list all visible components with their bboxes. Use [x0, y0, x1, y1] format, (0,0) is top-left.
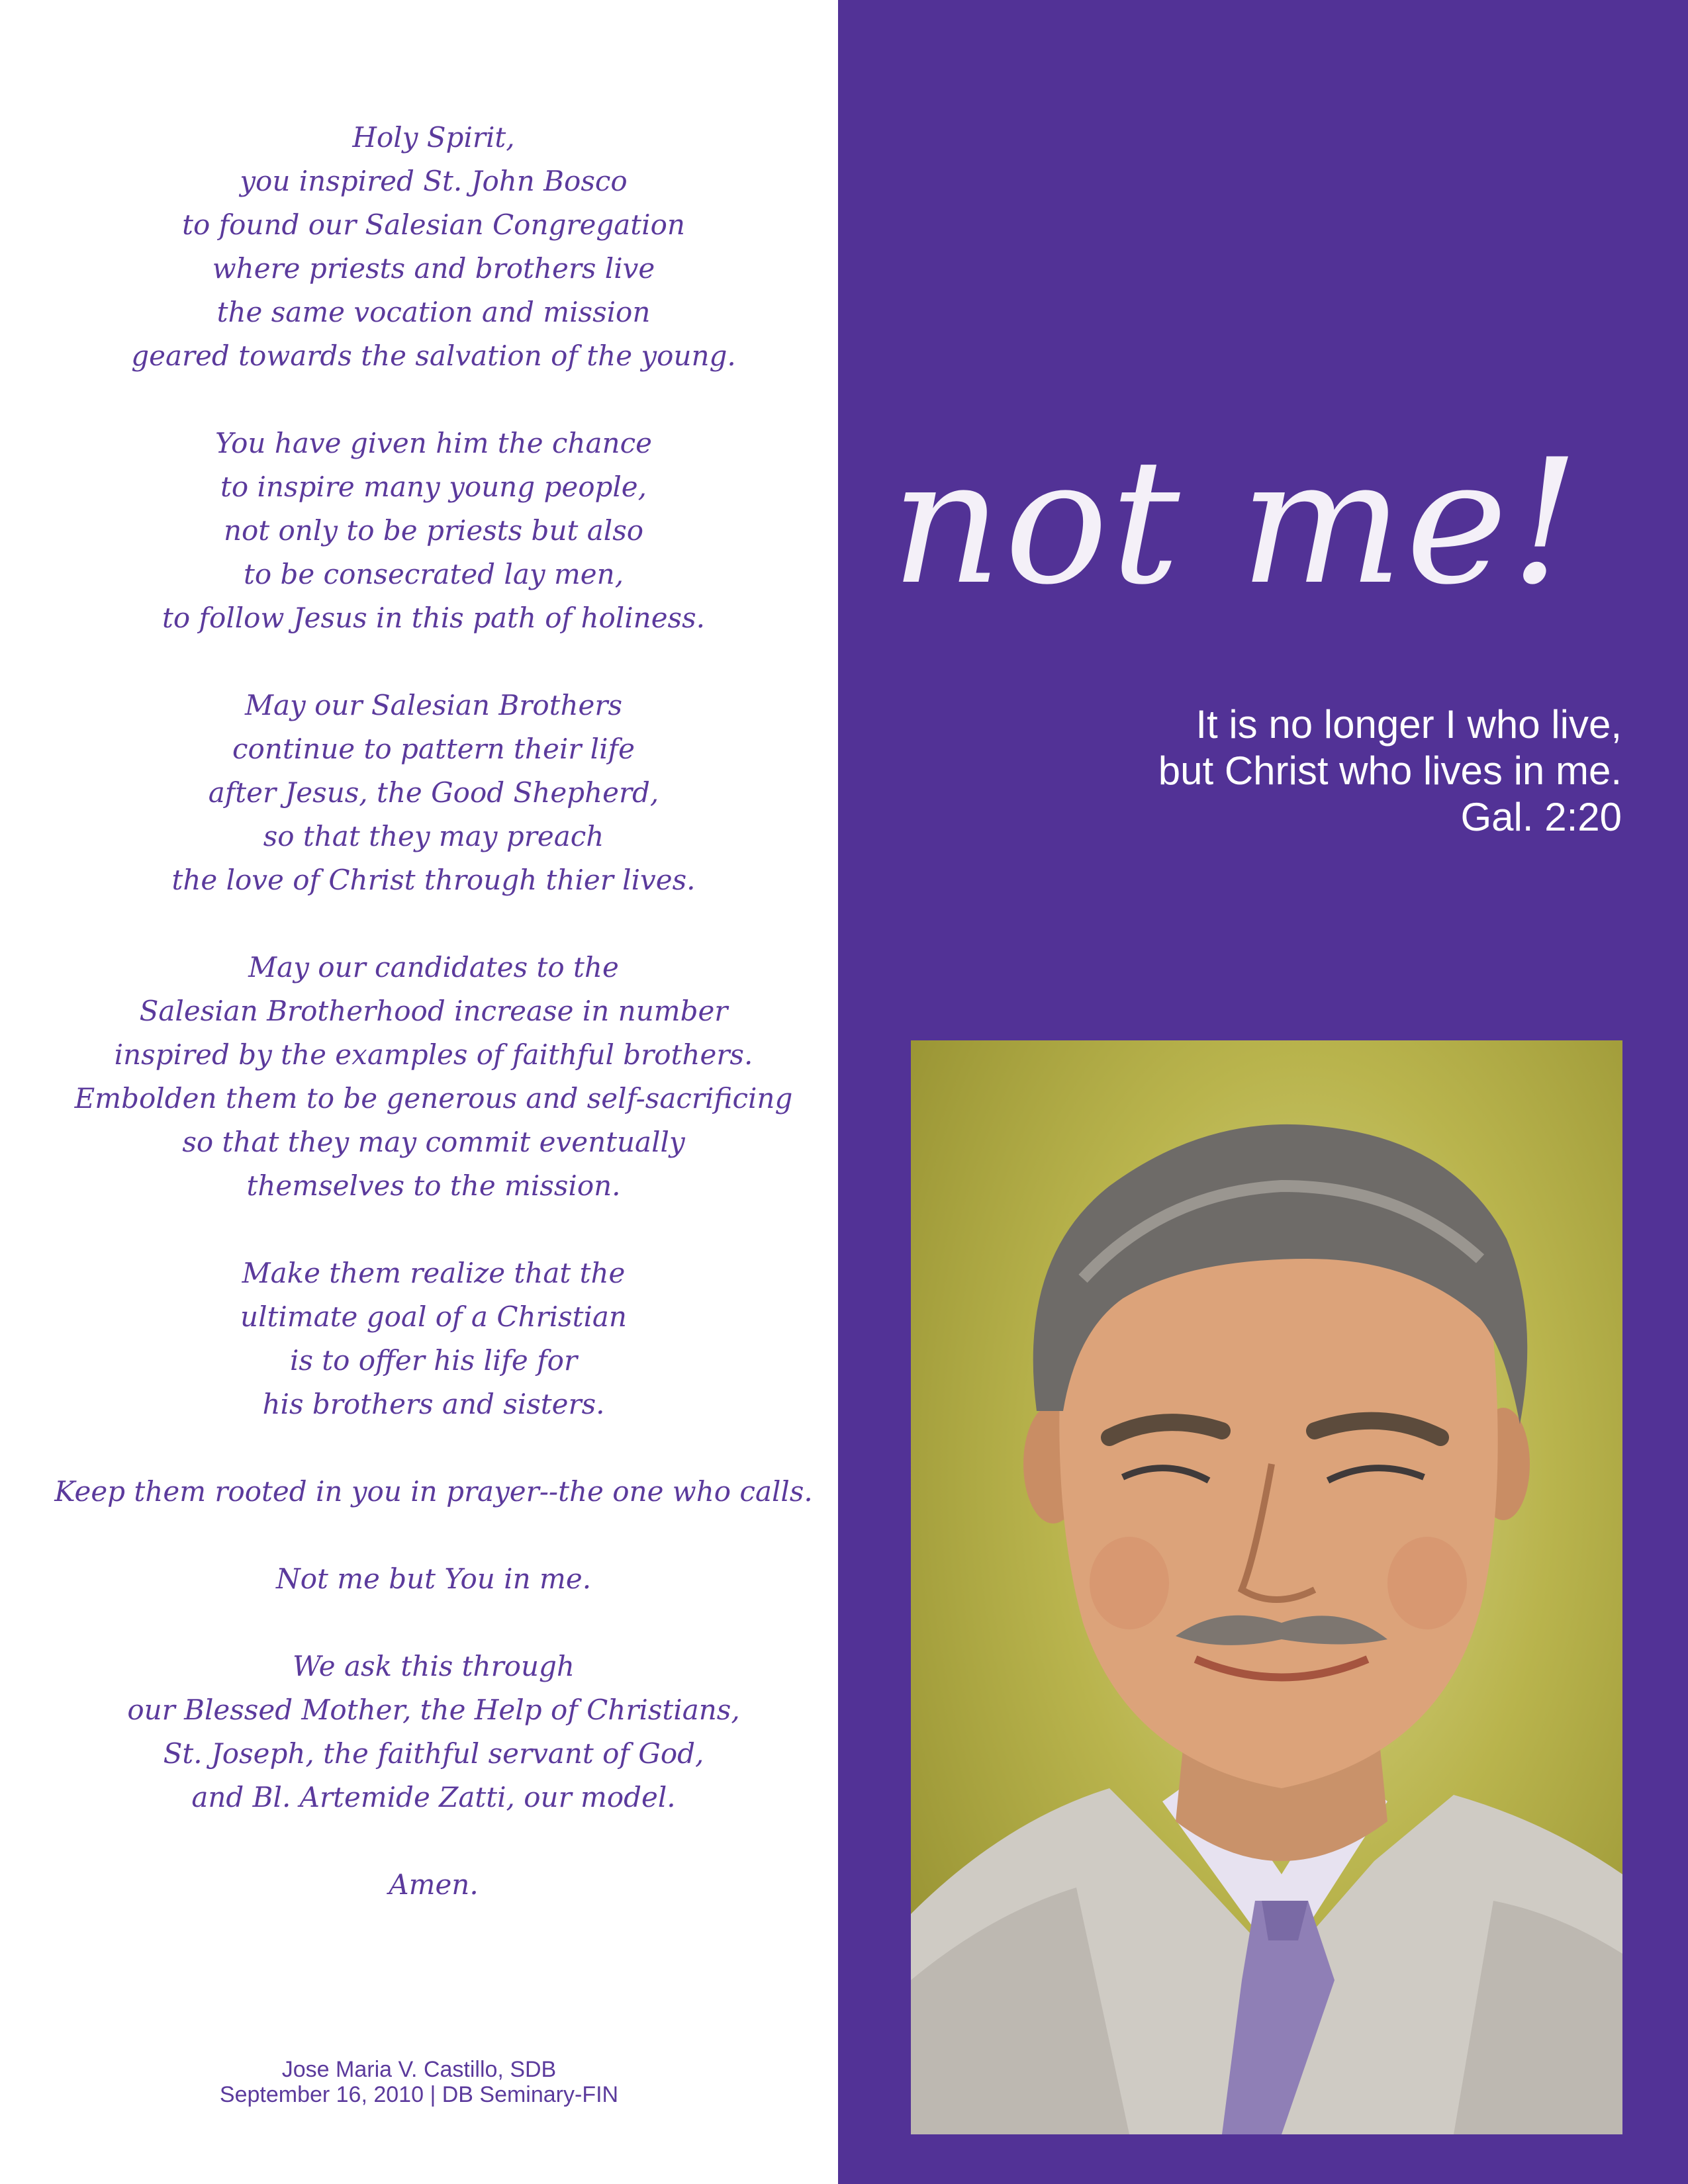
prayer-line: to follow Jesus in this path of holiness.: [162, 602, 706, 634]
scripture-quote: [960, 702, 1622, 841]
prayer-line: to inspire many young people,: [220, 471, 647, 503]
prayer-line: Holy Spirit,: [352, 121, 515, 154]
prayer-line: ultimate goal of a Christian: [240, 1300, 627, 1333]
prayer-line: May our Salesian Brothers: [244, 689, 623, 721]
prayer-line: Make them realize that the: [242, 1257, 626, 1289]
prayer-line: the same vocation and mission: [216, 296, 651, 328]
prayer-line: Keep them rooted in you in prayer--the one who calls.: [54, 1475, 813, 1508]
prayer-stanza: [40, 116, 827, 378]
prayer-stanza: [40, 422, 827, 640]
prayer-line: continue to pattern their life: [232, 733, 635, 765]
prayer-line: you inspired St. John Bosco: [240, 165, 628, 197]
quote-reference: Gal. 2:20: [1460, 795, 1622, 839]
prayer-line: the love of Christ through thier lives.: [171, 864, 696, 896]
prayer-line: Embolden them to be generous and self-sacrificing: [74, 1082, 793, 1115]
prayer-line: after Jesus, the Good Shepherd,: [208, 776, 659, 809]
prayer-line: and Bl. Artemide Zatti, our model.: [191, 1781, 676, 1813]
date-place: September 16, 2010 | DB Seminary-FIN: [219, 2082, 619, 2107]
prayer-line: St. Joseph, the faithful servant of God,: [163, 1737, 704, 1770]
prayer-panel: [0, 0, 838, 2184]
prayer-line: so that they may commit eventually: [182, 1126, 685, 1158]
portrait-illustration: [911, 1040, 1622, 2134]
prayer-line: You have given him the chance: [215, 427, 652, 459]
quote-line-2: but Christ who lives in me.: [1158, 749, 1622, 793]
author-name: Jose Maria V. Castillo, SDB: [281, 2057, 557, 2082]
prayer-line: is to offer his life for: [289, 1344, 578, 1377]
prayer-line: May our candidates to the: [248, 951, 619, 983]
prayer-line: We ask this through: [293, 1650, 575, 1682]
prayer-line: inspired by the examples of faithful brothers.: [114, 1038, 753, 1071]
portrait-painting: [911, 1040, 1622, 2134]
prayer-stanza: [40, 1251, 827, 1426]
prayer-line: his brothers and sisters.: [262, 1388, 605, 1420]
page-title: not me!: [891, 423, 1583, 623]
prayer-line: Not me but You in me.: [275, 1563, 592, 1595]
prayer-line: so that they may preach: [263, 820, 604, 852]
prayer-stanza: [40, 946, 827, 1208]
prayer-line: to be consecrated lay men,: [243, 558, 624, 590]
prayer-stanza: [40, 1645, 827, 1819]
prayer-line: not only to be priests but also: [223, 514, 644, 547]
prayer-line: our Blessed Mother, the Help of Christians,: [127, 1694, 740, 1726]
prayer-stanza: [40, 1863, 827, 1907]
prayer-line: geared towards the salvation of the young.: [131, 340, 736, 372]
prayer-stanza: [40, 684, 827, 902]
prayer-stanza: [40, 1470, 827, 1514]
quote-line-1: It is no longer I who live,: [1196, 702, 1622, 747]
prayer-text: [40, 116, 827, 1950]
prayer-line: Amen.: [389, 1868, 479, 1901]
prayer-line: themselves to the mission.: [246, 1169, 621, 1202]
author-credit: [0, 2057, 838, 2107]
prayer-line: where priests and brothers live: [212, 252, 655, 285]
prayer-stanza: [40, 1557, 827, 1601]
prayer-line: to found our Salesian Congregation: [182, 208, 685, 241]
purple-panel: [838, 0, 1688, 2184]
prayer-line: Salesian Brotherhood increase in number: [139, 995, 728, 1027]
